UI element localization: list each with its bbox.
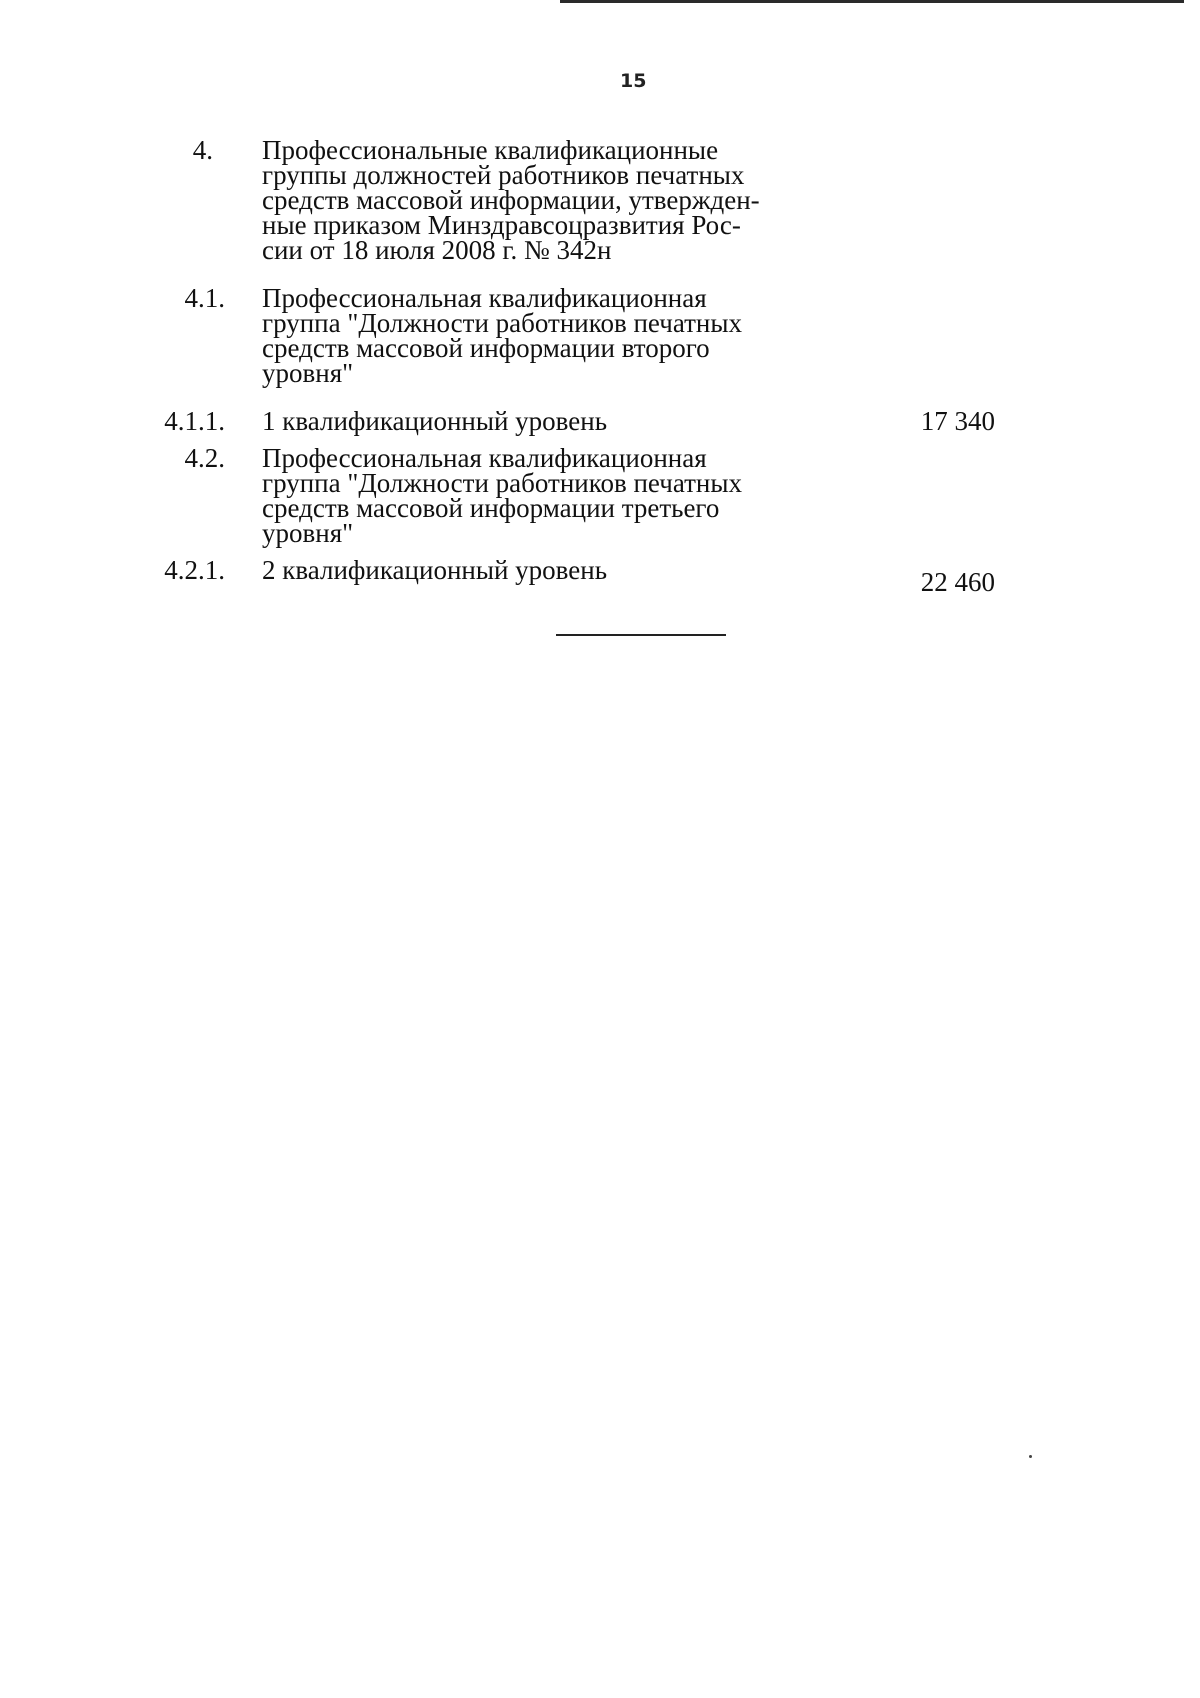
row-text-line: группа "Должности работников печатных — [262, 308, 742, 338]
row-value: 17 340 — [920, 406, 995, 436]
row-text-line: группы должностей работников печатных — [262, 160, 745, 190]
row-value: 22 460 — [920, 567, 995, 597]
bottom-rule — [556, 634, 726, 636]
page-number: 15 — [620, 70, 647, 92]
row-text-line: уровня" — [262, 518, 354, 548]
row-text-line: группа "Должности работников печатных — [262, 468, 742, 498]
row-text — [262, 443, 822, 548]
row-text-line: Профессиональная квалификационная — [262, 443, 707, 473]
row-text — [262, 555, 822, 585]
row-number: 4.1. — [184, 283, 225, 313]
row-number: 4.2. — [184, 443, 225, 473]
row-text-line: уровня" — [262, 358, 354, 388]
row-text-line: средств массовой информации, утвержден- — [262, 185, 760, 215]
row-text-line: 1 квалификационный уровень — [262, 406, 608, 436]
row-number: 4.1.1. — [164, 406, 225, 436]
row-text-line: 2 квалификационный уровень — [262, 555, 608, 585]
row-text-line: ные приказом Минздравсоцразвития Рос- — [262, 210, 741, 240]
row-text-line: средств массовой информации третьего — [262, 493, 720, 523]
top-rule — [560, 0, 1184, 3]
row-text-line: Профессиональная квалификационная — [262, 283, 707, 313]
scan-speck — [1029, 1455, 1032, 1458]
row-text-line: Профессиональные квалификационные — [262, 135, 719, 165]
row-number: 4. — [192, 135, 213, 165]
row-text — [262, 406, 822, 436]
row-text-line: сии от 18 июля 2008 г. № 342н — [262, 235, 612, 265]
row-text-line: средств массовой информации второго — [262, 333, 710, 363]
row-number: 4.2.1. — [164, 555, 225, 585]
row-text — [262, 283, 822, 388]
row-text — [262, 135, 822, 265]
